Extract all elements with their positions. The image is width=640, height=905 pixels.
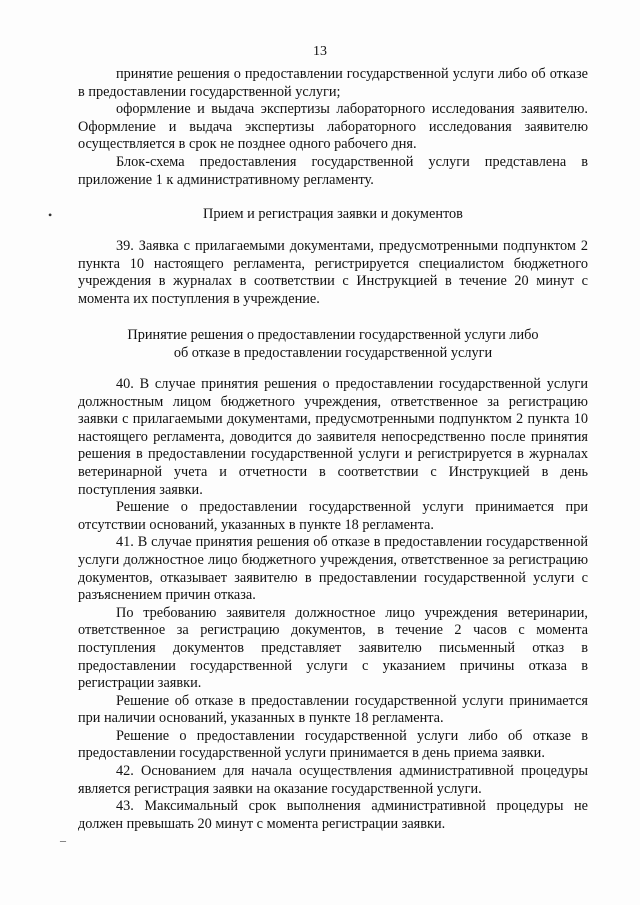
paragraph: По требованию заявителя должностное лицо учреждения ветеринарии, ответственное за регистрацию документов, в течение 2 часов с момента поступления документов представляет заявителю письменный отказ в предоставлении государственной услуги с указанием причины отказа в регистрации заявки. [78,604,588,692]
paragraph: Решение о предоставлении государственной услуги либо об отказе в предоставлении государственной услуги принимается в день приема заявки. [78,727,588,762]
section-heading-line: об отказе в предоставлении государственной услуги [173,344,493,361]
section-heading-line: Принятие решения о предоставлении государственной услуги либо [127,327,539,343]
main-body [78,376,588,833]
scan-speck: – [60,833,66,847]
clause-39 [78,238,588,308]
heading-decision [78,327,588,362]
heading-reception [78,206,588,224]
paragraph: 39. Заявка с прилагаемыми документами, предусмотренными подпунктом 2 пункта 10 настоящего регламента, регистрируется специалистом бюджетного учреждения в журналах в соответствии с Инструкцией в течение 20 минут с момента их поступления в учреждение. [78,238,588,307]
paragraph: 40. В случае принятия решения о предоставлении государственной услуги должностным лицом бюджетного учреждения, ответственное за регистрацию заявки с прилагаемыми документами, предусмотренными подпунктом 2 пункта 10 настоящего регламента, доводится до заявителя непосредственно после принятия решения в предоставлении государственной услуги и регистрируется в журналах ветеринарной учета и отчетности в соответствии с Инструкцией в день поступления заявки. [78,376,588,498]
paragraph: 42. Основанием для начала осуществления административной процедуры является регистрация заявки на оказание государственной услуги. [78,763,588,797]
paragraph: 43. Максимальный срок выполнения административной процедуры не должен превышать 20 минут с момента регистрации заявки. [78,798,588,832]
paragraph: Решение об отказе в предоставлении государственной услуги принимается при наличии оснований, указанных в пункте 18 регламента. [78,692,588,727]
paragraph: принятие решения о предоставлении государственной услуги либо об отказе в предоставлении государственной услуги; [78,66,588,100]
page-number: 13 [313,44,327,59]
scan-speck: • [48,208,53,222]
section-heading: Прием и регистрация заявки и документов [203,206,463,222]
paragraph: 41. В случае принятия решения об отказе в предоставлении государственной услуги должностное лицо бюджетного учреждения, ответственное за регистрацию документов, отказывает заявителю в предоставлении государственной услуги с разъяснением причин отказа. [78,534,588,604]
paragraph: Блок-схема предоставления государственной услуги представлена в приложение 1 к административному регламенту. [78,153,588,188]
paragraph: оформление и выдача экспертизы лабораторного исследования заявителю. Оформление и выдача экспертизы лабораторного исследования заявителю осуществляется в срок не позднее одного рабочего дня. [78,101,588,153]
intro-section [78,66,588,189]
paragraph: Решение о предоставлении государственной услуги принимается при отсутствии оснований, указанных в пункте 18 регламента. [78,499,588,533]
